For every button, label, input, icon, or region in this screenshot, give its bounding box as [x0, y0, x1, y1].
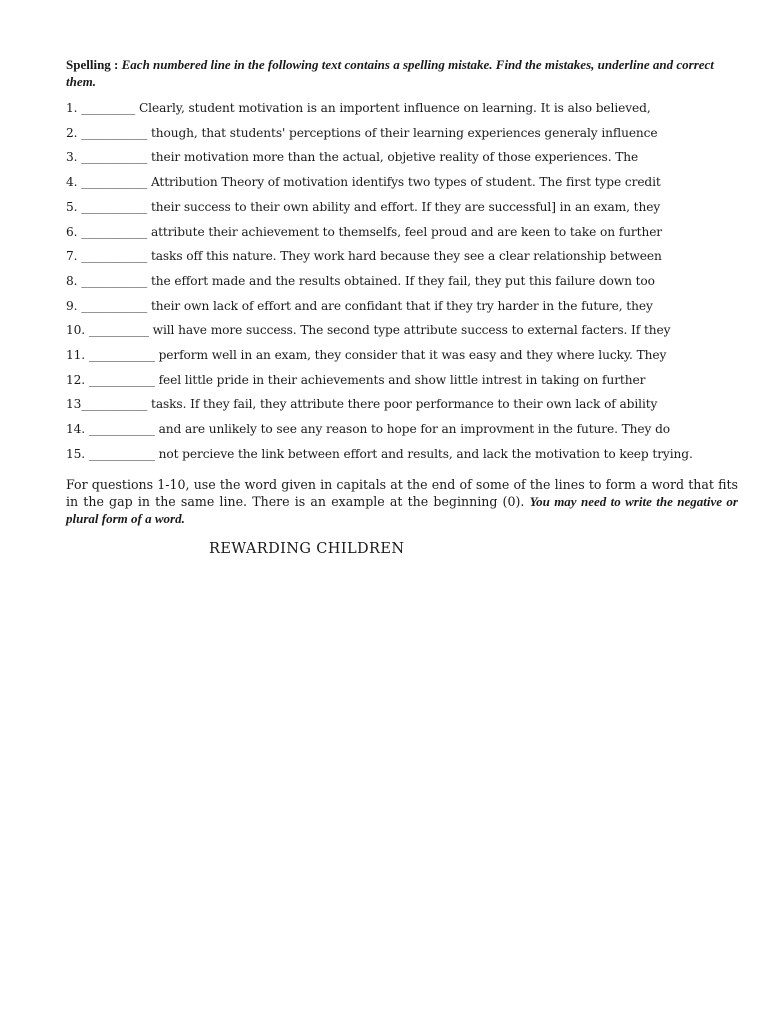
line-number: 12.	[66, 372, 86, 387]
line-text: the effort made and the results obtained. If they fail, they put this failure down too	[150, 273, 655, 288]
word-formation-text: For questions 1-10, use the word given in capitals at the end of some of the lines to form a word that fits in the gap in the same line. There is an example at the beginning (0).	[66, 476, 738, 509]
line-number: 8.	[66, 273, 78, 288]
exercise-line	[66, 343, 738, 368]
line-text: will have more success. The second type attribute success to external facters. If they	[152, 323, 671, 338]
line-text: not percieve the link between effort and results, and lack the motivation to keep trying.	[158, 446, 693, 461]
exercise-line	[66, 318, 738, 343]
line-text: their success to their own ability and effort. If they are successful] in an exam, they	[150, 199, 661, 214]
answer-blank[interactable]: ___________	[88, 348, 155, 363]
line-text: Clearly, student motivation is an importent influence on learning. It is also believed,	[138, 101, 651, 115]
line-number: 6.	[66, 224, 78, 239]
line-text: tasks off this nature. They work hard because they see a clear relationship between	[150, 249, 662, 264]
exercise-line	[66, 195, 738, 220]
exercise-lines	[66, 96, 738, 463]
line-number: 9.	[66, 298, 78, 313]
line-number: 4.	[66, 175, 78, 190]
line-number: 14.	[66, 422, 86, 437]
line-text: feel little pride in their achievements and show little intrest in taking on further	[158, 372, 646, 387]
line-text: their motivation more than the actual, objetive reality of those experiences. The	[150, 150, 639, 165]
line-number: 5.	[66, 199, 78, 214]
worksheet-page	[66, 56, 738, 557]
instructions-rule: Each numbered line in the following text contains a spelling mistake. Find the mistakes, underline and correct them.	[66, 57, 714, 89]
word-formation-note: You may need to write the negative or plural form of a word.	[66, 493, 738, 526]
section-title: REWARDING CHILDREN	[209, 540, 405, 557]
exercise-line	[66, 96, 738, 121]
answer-blank[interactable]: ___________	[81, 199, 148, 214]
line-number: 10.	[66, 323, 86, 338]
exercise-line	[66, 446, 738, 463]
line-number: 15.	[66, 446, 86, 461]
line-number: 2.	[66, 125, 78, 140]
exercise-line	[66, 368, 738, 393]
word-formation-instructions	[66, 476, 738, 527]
line-text: and are unlikely to see any reason to hope for an improvment in the future. They do	[158, 422, 671, 437]
answer-blank[interactable]: ___________	[81, 175, 148, 190]
line-text: perform well in an exam, they consider that it was easy and they where lucky. They	[158, 348, 667, 363]
answer-blank[interactable]: ___________	[88, 422, 155, 437]
line-number: 7.	[66, 249, 78, 264]
answer-blank[interactable]: ___________	[81, 249, 148, 264]
line-number: 13	[66, 397, 82, 412]
instructions-lead: Spelling :	[66, 57, 119, 72]
exercise-line	[66, 220, 738, 245]
answer-blank[interactable]: ___________	[81, 273, 148, 288]
answer-blank[interactable]: ___________	[81, 397, 148, 412]
exercise-line	[66, 269, 738, 294]
exercise-line	[66, 145, 738, 170]
line-text: their own lack of effort and are confidant that if they try harder in the future, they	[150, 298, 653, 313]
line-number: 1.	[66, 101, 78, 115]
exercise-line	[66, 121, 738, 146]
answer-blank[interactable]: __________	[88, 323, 149, 338]
exercise-line	[66, 244, 738, 269]
exercise-line	[66, 170, 738, 195]
answer-blank[interactable]: ___________	[88, 372, 155, 387]
line-text: Attribution Theory of motivation identifys two types of student. The first type credit	[150, 175, 661, 190]
exercise-line	[66, 392, 738, 417]
line-number: 11.	[66, 348, 86, 363]
exercise-line	[66, 294, 738, 319]
answer-blank[interactable]: ___________	[81, 125, 148, 140]
answer-blank[interactable]: ___________	[81, 224, 148, 239]
line-number: 3.	[66, 150, 78, 165]
line-text: though, that students' perceptions of their learning experiences generaly influence	[150, 125, 658, 140]
answer-blank[interactable]: ___________	[88, 446, 155, 461]
line-text: tasks. If they fail, they attribute there poor performance to their own lack of ability	[151, 397, 658, 412]
line-text: attribute their achievement to themselfs, feel proud and are keen to take on further	[150, 224, 663, 239]
spelling-instructions	[66, 56, 738, 90]
answer-blank[interactable]: ___________	[81, 150, 148, 165]
answer-blank[interactable]: _________	[81, 101, 136, 115]
answer-blank[interactable]: ___________	[81, 298, 148, 313]
exercise-line	[66, 417, 738, 442]
